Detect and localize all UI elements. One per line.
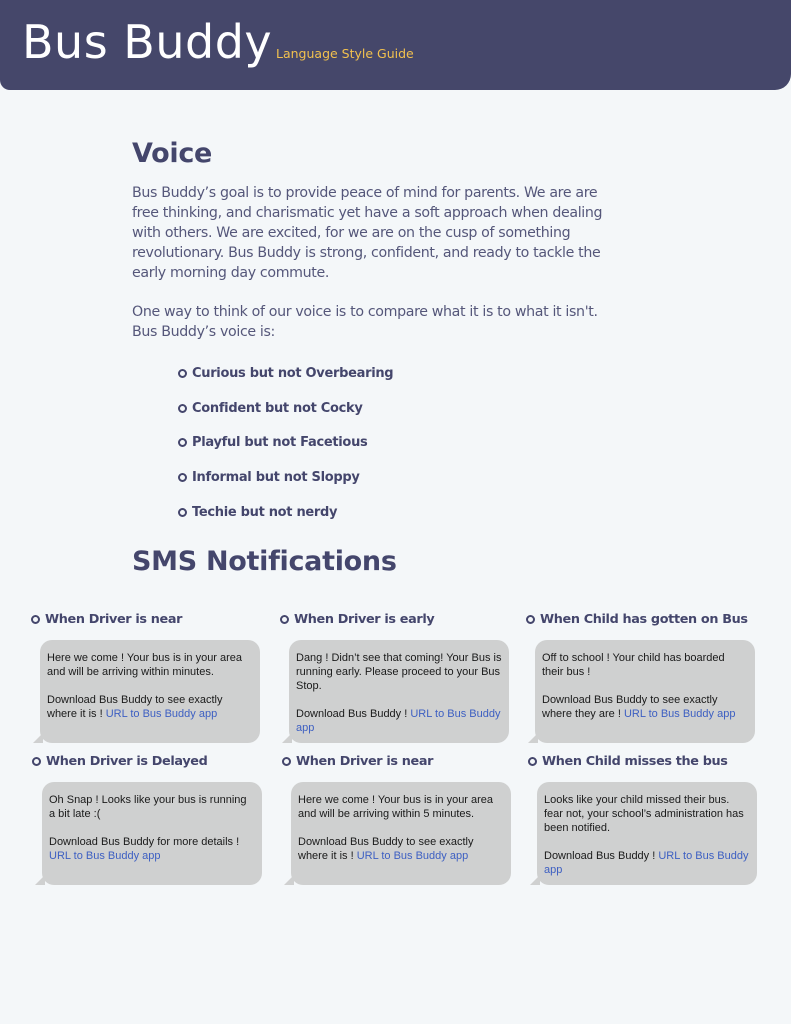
sms-card-title-label: When Driver is early (294, 612, 435, 627)
bubble-tail (530, 875, 540, 885)
voice-trait (178, 401, 363, 416)
sms-card-title-label: When Driver is near (296, 754, 434, 769)
bubble-tail (35, 875, 45, 885)
bubble-tail (282, 733, 292, 743)
page-subtitle: Language Style Guide (276, 46, 414, 61)
app-link[interactable]: URL to Bus Buddy app (356, 850, 469, 862)
voice-trait (178, 366, 393, 381)
bullet-ring-icon (528, 757, 537, 766)
voice-compare: One way to think of our voice is to compare what it is to what it isn't. Bus Buddy’s voice is: (132, 304, 598, 340)
sms-message-bubble (40, 640, 260, 743)
sms-cta: Download Bus Buddy ! URL to Bus Buddy app (296, 708, 501, 734)
sms-message-bubble (289, 640, 509, 743)
sms-cta: Download Bus Buddy to see exactly where it is ! URL to Bus Buddy app (47, 694, 223, 720)
voice-trait-label: Confident but not Cocky (192, 401, 363, 416)
sms-card-title-label: When Child misses the bus (542, 754, 728, 769)
sms-message-text: Here we come ! Your bus is in your area and will be arriving within minutes. (47, 652, 243, 678)
voice-trait-label: Playful but not Facetious (192, 435, 368, 450)
bullet-ring-icon (280, 615, 289, 624)
sms-message-text: Here we come ! Your bus is in your area and will be arriving within 5 minutes. (298, 794, 494, 820)
sms-message-bubble (291, 782, 511, 885)
sms-card-title (528, 754, 728, 769)
voice-heading: Voice (132, 138, 213, 169)
sms-cta: Download Bus Buddy to see exactly where they are ! URL to Bus Buddy app (542, 694, 736, 720)
sms-message-text: Oh Snap ! Looks like your bus is running a bit late :( (49, 794, 247, 820)
bullet-ring-icon (178, 473, 187, 482)
sms-heading: SMS Notifications (132, 546, 397, 577)
bullet-ring-icon (282, 757, 291, 766)
bubble-tail (284, 875, 294, 885)
sms-cta: Download Bus Buddy for more details ! URL to Bus Buddy app (49, 836, 240, 862)
sms-card-title-label: When Driver is near (45, 612, 183, 627)
voice-trait (178, 470, 360, 485)
bullet-ring-icon (31, 615, 40, 624)
bullet-ring-icon (178, 438, 187, 447)
sms-card-title-label: When Child has gotten on Bus (540, 612, 748, 627)
voice-trait-label: Techie but not nerdy (192, 505, 338, 520)
bubble-tail (528, 733, 538, 743)
sms-card-title (32, 754, 207, 769)
app-link[interactable]: URL to Bus Buddy app (623, 708, 736, 720)
voice-intro: Bus Buddy’s goal is to provide peace of mind for parents. We are are free thinking, and charismatic yet have a soft approach when dealing with others. We are excited, for we are on the cusp of something revolutionary. Bus Buddy is strong, confident, and ready to tackle the early morning day commute. (132, 185, 603, 281)
sms-message-text: Dang ! Didn’t see that coming! Your Bus is running early. Please proceed to your Bus Stop. (296, 652, 502, 692)
sms-card-title-label: When Driver is Delayed (46, 754, 208, 769)
sms-card-title (280, 612, 434, 627)
voice-trait-label: Informal but not Sloppy (192, 470, 360, 485)
brand-title: Bus Buddy (22, 15, 273, 69)
sms-message-text: Off to school ! Your child has boarded their bus ! (542, 652, 725, 678)
sms-cta: Download Bus Buddy to see exactly where it is ! URL to Bus Buddy app (298, 836, 474, 862)
bullet-ring-icon (178, 508, 187, 517)
voice-trait (178, 505, 337, 520)
app-link[interactable]: URL to Bus Buddy app (105, 708, 218, 720)
sms-cta: Download Bus Buddy ! URL to Bus Buddy app (544, 850, 749, 876)
sms-card-title (282, 754, 433, 769)
sms-message-bubble (42, 782, 262, 885)
header-banner (0, 0, 791, 90)
bullet-ring-icon (32, 757, 41, 766)
sms-message-text: Looks like your child missed their bus. fear not, your school’s administration has been notified. (544, 794, 744, 834)
bullet-ring-icon (178, 369, 187, 378)
voice-trait (178, 435, 367, 450)
app-link[interactable]: URL to Bus Buddy app (544, 850, 749, 876)
voice-trait-label: Curious but not Overbearing (192, 366, 394, 381)
bullet-ring-icon (178, 404, 187, 413)
app-link[interactable]: URL to Bus Buddy app (49, 850, 161, 862)
sms-message-bubble (537, 782, 757, 885)
bubble-tail (33, 733, 43, 743)
sms-message-bubble (535, 640, 755, 743)
app-link[interactable]: URL to Bus Buddy app (296, 708, 501, 734)
bullet-ring-icon (526, 615, 535, 624)
sms-card-title (526, 612, 748, 627)
sms-card-title (31, 612, 182, 627)
